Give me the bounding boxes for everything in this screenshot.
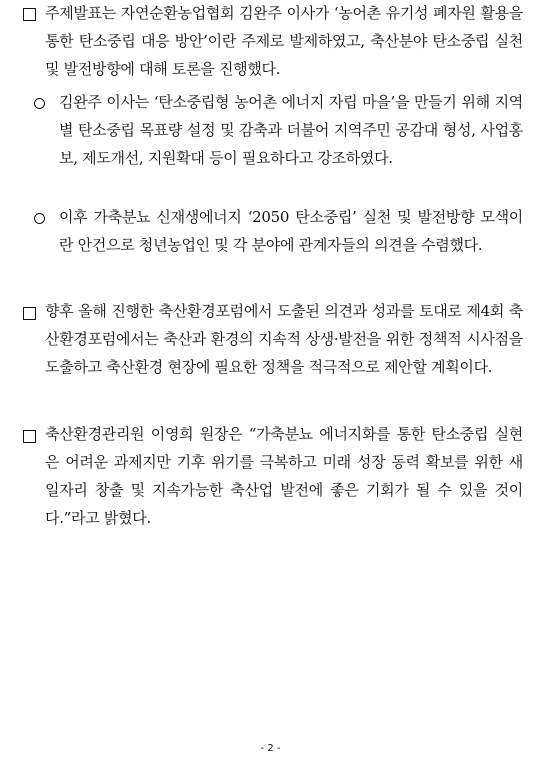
circle-bullet-icon — [34, 213, 45, 224]
square-bullet-icon — [23, 430, 36, 443]
square-bullet-icon — [23, 307, 36, 320]
paragraph-kim-emphasis: 김완주 이사는 ‘탄소중립형 농어촌 에너지 자립 마을’을 만들기 위해 지역별 탄소중립 목표량 설정 및 감축과 더불어 지역주민 공감대 형성, 사업홍보, 제도개선, 지원확대 등이 필요하다고 강조하였다. — [59, 93, 523, 167]
paragraph-future-plan: 향후 올해 진행한 축산환경포럼에서 도출된 의견과 성과를 토대로 제4회 축산환경포럼에서는 축산과 환경의 지속적 상생·발전을 위한 정책적 시사점을 도출하고 축산환경 현장에 필요한 정책을 적극적으로 제안할 계획이다. — [45, 302, 523, 376]
circle-bullet-icon — [34, 98, 45, 109]
page-number: - 2 - — [260, 743, 281, 754]
paragraph-forum-presentation: 주제발표는 자연순환농업협회 김완주 이사가 ‘농어촌 유기성 폐자원 활용을 통한 탄소중립 대응 방안’이란 주제로 발제하였고, 축산분야 탄소중립 실천 및 발전방향에 대해 토론을 진행했다. — [45, 4, 523, 78]
square-bullet-icon — [23, 8, 36, 21]
paragraph-discussion: 이후 가축분뇨 신재생에너지 ‘2050 탄소중립’ 실천 및 발전방향 모색이란 안건으로 청년농업인 및 각 분야에 관계자들의 의견을 수렴했다. — [59, 208, 523, 254]
paragraph-director-quote: 축산환경관리원 이영희 원장은 “가축분뇨 에너지화를 통한 탄소중립 실현은 어려운 과제지만 기후 위기를 극복하고 미래 성장 동력 확보를 위한 새 일자리 창출 및 지속가능한 축산업 발전에 좋은 기회가 될 수 있을 것이다.”라고 밝혔다. — [45, 425, 523, 527]
